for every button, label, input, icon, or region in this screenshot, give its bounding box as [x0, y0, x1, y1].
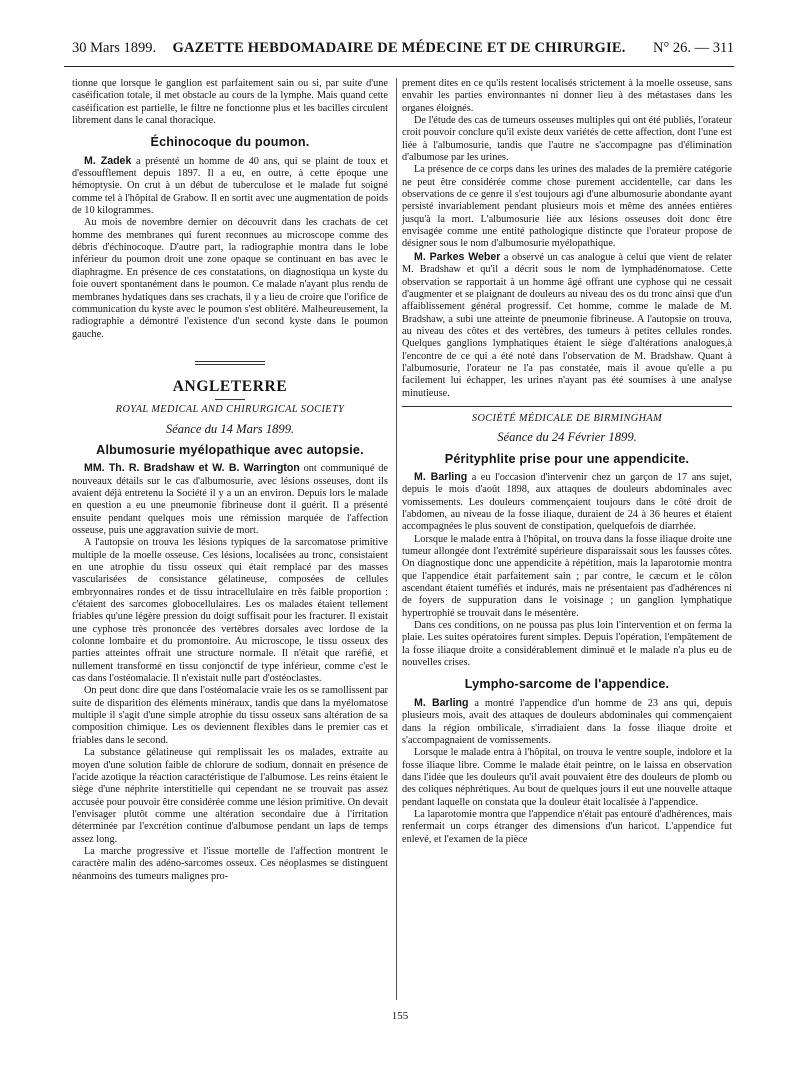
society-name: ROYAL MEDICAL AND CHIRURGICAL SOCIETY [115, 404, 345, 416]
continuation-paragraph: prement dites en ce qu'ils restent localisés strictement à la moelle osseuse, sans envahir les parties environnantes ni donner lieu à des métastases dans les organes éloignés. [402, 78, 732, 114]
lymphosarcoma-paragraph-3: La laparotomie montra que l'appendice n'était pas entouré d'adhérences, mais renfermait un corps étranger des dimensions d'un haricot. L'appendice fut enlevé, et l'examen de la pièce [402, 808, 732, 845]
albumosuria-paragraph-3: On peut donc dire que dans l'ostéomalacie vraie les os se ramollissent par suite de disparition des éléments minéraux, tandis que dans la myélomatose multiple il s'agit d'une simple atrophie du tissu osseux sans altération de sa composition chimique. Les os deviennent flexibles dans le premier cas et friables dans le second. [72, 685, 388, 746]
header-date: 30 Mars 1899. [72, 40, 157, 56]
lymphosarcoma-paragraph-2: Lorsque le malade entra à l'hôpital, on trouva le ventre souple, indolore et la fosse iliaque libre. Comme le malade était peintre, on le laissa en observation dans l'idée que les douleurs qu'il avait pouvaient être des douleurs de plomb ou des coliques néphrétiques. Au bout de quelques jours il eut une nouvelle attaque pendant laquelle on constata que la douleur était localisée à l'appendice. [402, 747, 732, 808]
author-barling: M. Barling [414, 470, 468, 483]
albumosuria-paragraph-2: A l'autopsie on trouva les lésions typiques de la sarcomatose primitive multiple de la moelle osseuse. Ces lésions, localisées au tronc, consistaient en une atrophie du tissu osseux qui était remplacé par des masses vascularisées de consistance gélatineuse, composées de cellules embryonnaires rondes et de tissu intracellulaire en très faible proportion : c'étaient des sarcomes globocellulaires. Les os malades étaient tellement friables qu'une légère pression du doigt suffisait pour les fracturer. Il existait une cyphose très prononcée des vertèbres dorsales avec lordose de la colonne lombaire et du promontoire. Au microscope, le tissu osseux des parties atteintes offrait une structure normale. Il n'était que raréfié, et nullement transformé en tissu conjonctif de type inférieur, comme c'est le cas dans l'ostéomalacie. Il n'existait nulle part d'ostéoclastes. [72, 537, 388, 685]
column-divider [396, 78, 397, 1000]
issue-page: N° 26. — 311 [653, 40, 734, 56]
albumosuria-paragraph-1: MM. Th. R. Bradshaw et W. B. Warrington ont communiqué de nouveaux détails sur le cas d'albumosurie, avec lésions osseuses, dont ils avaient déjà entretenu la Société il y a un an environ. Depuis lors le malade en question a eu une pneumonie fibrineuse dont il guérit. Il a présenté ensuite pendant quelques mois une rémission marquée de l'affection osseuse, puis une aggravation suivie de mort. [72, 462, 388, 536]
albumosuria-paragraph-5: La marche progressive et l'issue mortelle de l'affection montrent le caractère malin des adéno-sarcomes osseux. Ces néoplasmes se distinguent néanmoins des tumeurs malignes pro- [72, 845, 388, 882]
header-rule [64, 66, 734, 67]
lymphosarcoma-title: Lympho-sarcome de l'appendice. [464, 677, 670, 692]
weber-paragraph: M. Parkes Weber a observé un cas analogue à celui que vient de relater M. Bradshaw et qu'il a décrit sous le nom de lymphadénomatose. Cette observation se rapportait à un homme âgé offrant une cyphose qui ne cessait d'augmenter et se plaignant de douleurs au niveau des os du tronc ainsi que d'un affaiblissement général progressif. Cet homme, comme le malade de M. Bradshaw, a subi une atteinte de pneumonie fibrineuse. A l'autopsie on trouva, au niveau des côtes et des vertèbres, des tumeurs à petites cellules rondes. Quelques ganglions lymphatiques étaient le siège d'altérations analogues,à l'encontre de ce qui a été noté dans l'observation de M. Bradshaw. Quant à l'albumosurie, l'orateur ne l'a pas constatée, mais il avoue qu'elle a pu facilement lui échapper, les urines n'ayant pas été soumises à une analyse minutieuse. [402, 250, 732, 399]
perityphlitis-paragraph-1: M. Barling a eu l'occasion d'intervenir chez un garçon de 17 ans sujet, depuis le mois d'août 1898, aux attaques de douleurs abdominales avec vomissements. Les douleurs commençaient toujours dans le côté droit de l'abdomen, au niveau de la fosse iliaque, duraient de 24 à 36 heures et étaient accompagnées le plus souvent de constipation, quelquefois de diarrhée. [402, 470, 732, 533]
country-heading: ANGLETERRE [172, 377, 288, 395]
perityphlitis-paragraph-3: Dans ces conditions, on ne poussa pas plus loin l'intervention et on ferma la plaie. Les suites opératoires furent simples. Depuis l'opération, l'empâtement de la fosse iliaque droite a considérablement diminué et le malade n'a plus eu de nouvelles crises. [402, 620, 732, 669]
running-header [64, 40, 734, 64]
right-paragraph-3: La présence de ce corps dans les urines des malades de la première catégorie ne peut être considérée comme chose purement accidentelle, car dans les observations de ce genre il s'est toujours agi d'une albumosurie abondante ayant persisté invariablement pendant plusieurs mois et même des années entières jusqu'à la mort. L'albumosurie liée aux lésions osseuses doit donc être envisagée comme une entité pathologique distincte que l'orateur propose de désigner sous le nom d'albumosurie myélopathique. [402, 164, 732, 250]
perityphlitis-title: Pérityphlite prise pour une appendicite. [444, 451, 690, 466]
author-parkes-weber: M. Parkes Weber [414, 250, 501, 263]
right-paragraph-2: De l'étude des cas de tumeurs osseuses multiples qui ont été publiés, l'orateur croit pouvoir conclure qu'il existe deux variétés de cette affection, dont l'une est liée à l'albumosurie, tandis que l'autre ne s'accompagne pas d'élimination d'albumose par les urines. [402, 115, 732, 164]
authors-bradshaw-warrington: MM. Th. R. Bradshaw et W. B. Warrington [84, 462, 300, 475]
echinococcus-paragraph-1: M. Zadek a présenté un homme de 40 ans, qui se plaint de toux et d'essoufflement depuis 1897. Il a eu, en outre, à cette époque une hémoptysie. On crut à un début de tuberculose et le malade fut soigné comme tel à l'hôpital de Grabow. Il en sortit avec une augmentation de poids de 10 kilogrammes. [72, 154, 388, 217]
left-column [72, 78, 388, 883]
author-zadek: M. Zadek [84, 154, 132, 167]
author-barling-2: M. Barling [414, 696, 469, 709]
page-number: 155 [391, 1010, 409, 1022]
right-column [402, 78, 732, 846]
birmingham-session-date: Séance du 24 Février 1899. [497, 430, 637, 445]
lymphosarcoma-paragraph-1: M. Barling a montré l'appendice d'un homme de 23 ans qui, depuis plusieurs mois, avait des attaques de douleurs abdominales qui commençaient dans la région ombilicale, s'irradiaient dans la fosse iliaque droite et s'accompagnaient de vomissements. [402, 696, 732, 746]
albumosuria-paragraph-4: La substance gélatineuse qui remplissait les os malades, extraite au moyen d'une solution faible de chlorure de sodium, donnait en présence de l'acide azotique la réaction caractéristique de l'albumose. Les reins étaient le siège d'une néphrite interstitielle qui cependant ne se trouvait pas assez accusée pour pouvoir être considérée comme une lésion primitive. On devait l'envisager plutôt comme une altération secondaire due à l'irritation déterminée par l'excrétion continue d'albumose pendant un laps de temps assez long. [72, 747, 388, 845]
albumosuria-title: Albumosurie myélopathique avec autopsie. [96, 442, 364, 457]
birmingham-society-name: SOCIÉTÉ MÉDICALE DE BIRMINGHAM [471, 412, 663, 424]
session-date: Séance du 14 Mars 1899. [165, 421, 295, 436]
short-rule [215, 399, 245, 400]
journal-title: GAZETTE HEBDOMADAIRE DE MÉDECINE ET DE CHIRURGIE. [172, 40, 626, 56]
intro-paragraph: tionne que lorsque le ganglion est parfaitement sain ou si, par suite d'une caséification totale, il met obstacle au cours de la lymphe. Mais quand cette caséification est partielle, le filtre ne fonctionne plus et les bacilles circulent librement dans le canal thoracique. [72, 78, 388, 127]
echinococcus-paragraph-2: Au mois de novembre dernier on découvrit dans les crachats de cet homme des membranes qui furent reconnues au microscope comme des débris d'échinocoque. D'autre part, la radiographie montra dans le lobe inférieur du poumon droit une zone opaque se continuant en bas avec le diaphragme. En présence de ces constatations, on diagnostiqua un kyste du foie ouvert spontanément dans le poumon. Ce malade n'ayant plus rendu de membranes hydatiques dans ses crachats, il y a lieu de croire que l'orifice de communication du kyste avec le poumon s'est oblitéré. Malheureusement, la radiographie a démontré l'existence d'un second kyste dans le poumon gauche. [72, 217, 388, 340]
section-rule [402, 406, 732, 407]
echinococcus-title: Échinocoque du poumon. [150, 135, 310, 150]
perityphlitis-paragraph-2: Lorsque le malade entra à l'hôpital, on trouva dans la fosse iliaque droite une tumeur allongée dont l'extrémité supérieure disparaissait sous les fausses côtes. On diagnostique donc une appendicite à répétition, mais la laparotomie montra que l'appendice était parfaitement sain ; par contre, le cæcum et le côlon ascendant étaient tuméfiés et indurés, mais ne présentaient pas d'adhérences ni de foyers de suppuration dans le voisinage ; un ganglion lymphatique hypertrophié se trouvait dans le mésentère. [402, 533, 732, 619]
